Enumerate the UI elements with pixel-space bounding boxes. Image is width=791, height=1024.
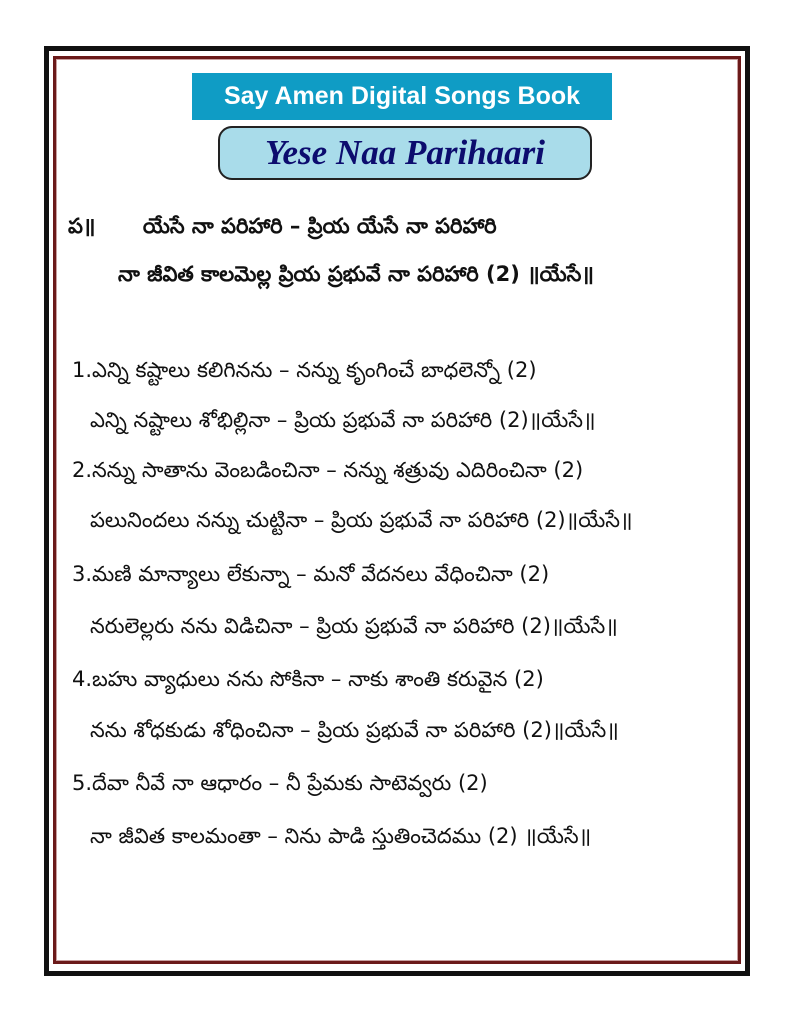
pallavi-line-1 [68, 214, 497, 244]
verse-5-line-1 [72, 771, 488, 801]
verse-number: 1. [72, 358, 93, 382]
song-title: Yese Naa Parihaari [218, 126, 592, 180]
verse-3-line-2: నరులెల్లరు నను విడిచినా – ప్రియ ప్రభువే నా పరిహారి (2)॥యేసే॥ [90, 614, 618, 638]
verse-5-line-2: నా జీవిత కాలమంతా – నిను పాడి స్తుతించెదము (2) ॥యేసే॥ [90, 824, 592, 848]
verse-1-line-2: ఎన్ని నష్టాలు శోభిల్లినా – ప్రియ ప్రభువే నా పరిహారి (2)॥యేసే॥ [90, 408, 596, 432]
verse-number: 5. [72, 771, 93, 795]
lyric-text: మణి మాన్యాలు లేకున్నా – మనో వేదనలు వేధించినా (2) [92, 562, 550, 586]
verse-3-line-1 [72, 562, 549, 592]
lyric-text: దేవా నీవే నా ఆధారం – నీ ప్రేమకు సాటెవ్వరు (2) [92, 771, 488, 795]
verse-number: 4. [72, 667, 93, 691]
verse-number: 2. [72, 458, 93, 482]
verse-4-line-2: నను శోధకుడు శోధించినా – ప్రియ ప్రభువే నా పరిహారి (2)॥యేసే॥ [90, 718, 619, 742]
pallavi-line-2: నా జీవిత కాలమెల్ల ప్రియ ప్రభువే నా పరిహారి (2) ॥యేసే॥ [118, 262, 595, 286]
verse-2-line-2: పలునిందలు నన్ను చుట్టినా – ప్రియ ప్రభువే నా పరిహారి (2)॥యేసే॥ [90, 508, 633, 532]
verse-number: 3. [72, 562, 93, 586]
book-banner: Say Amen Digital Songs Book [192, 73, 612, 120]
verse-2-line-1 [72, 458, 583, 488]
verse-4-line-1 [72, 667, 544, 697]
lyric-text: యేసే నా పరిహారి – ప్రియ యేసే నా పరిహారి [142, 214, 497, 238]
pallavi-marker: ప॥ [68, 214, 96, 238]
lyric-text: బహు వ్యాధులు నను సోకినా – నాకు శాంతి కరువైన (2) [92, 667, 544, 691]
verse-1-line-1 [72, 358, 537, 388]
lyric-text: నన్ను సాతాను వెంబడించినా – నన్ను శత్రువు ఎదిరించినా (2) [92, 458, 584, 482]
lyric-text: ఎన్ని కష్టాలు కలిగినను – నన్ను కృంగించే బాధలెన్నో (2) [92, 358, 537, 382]
